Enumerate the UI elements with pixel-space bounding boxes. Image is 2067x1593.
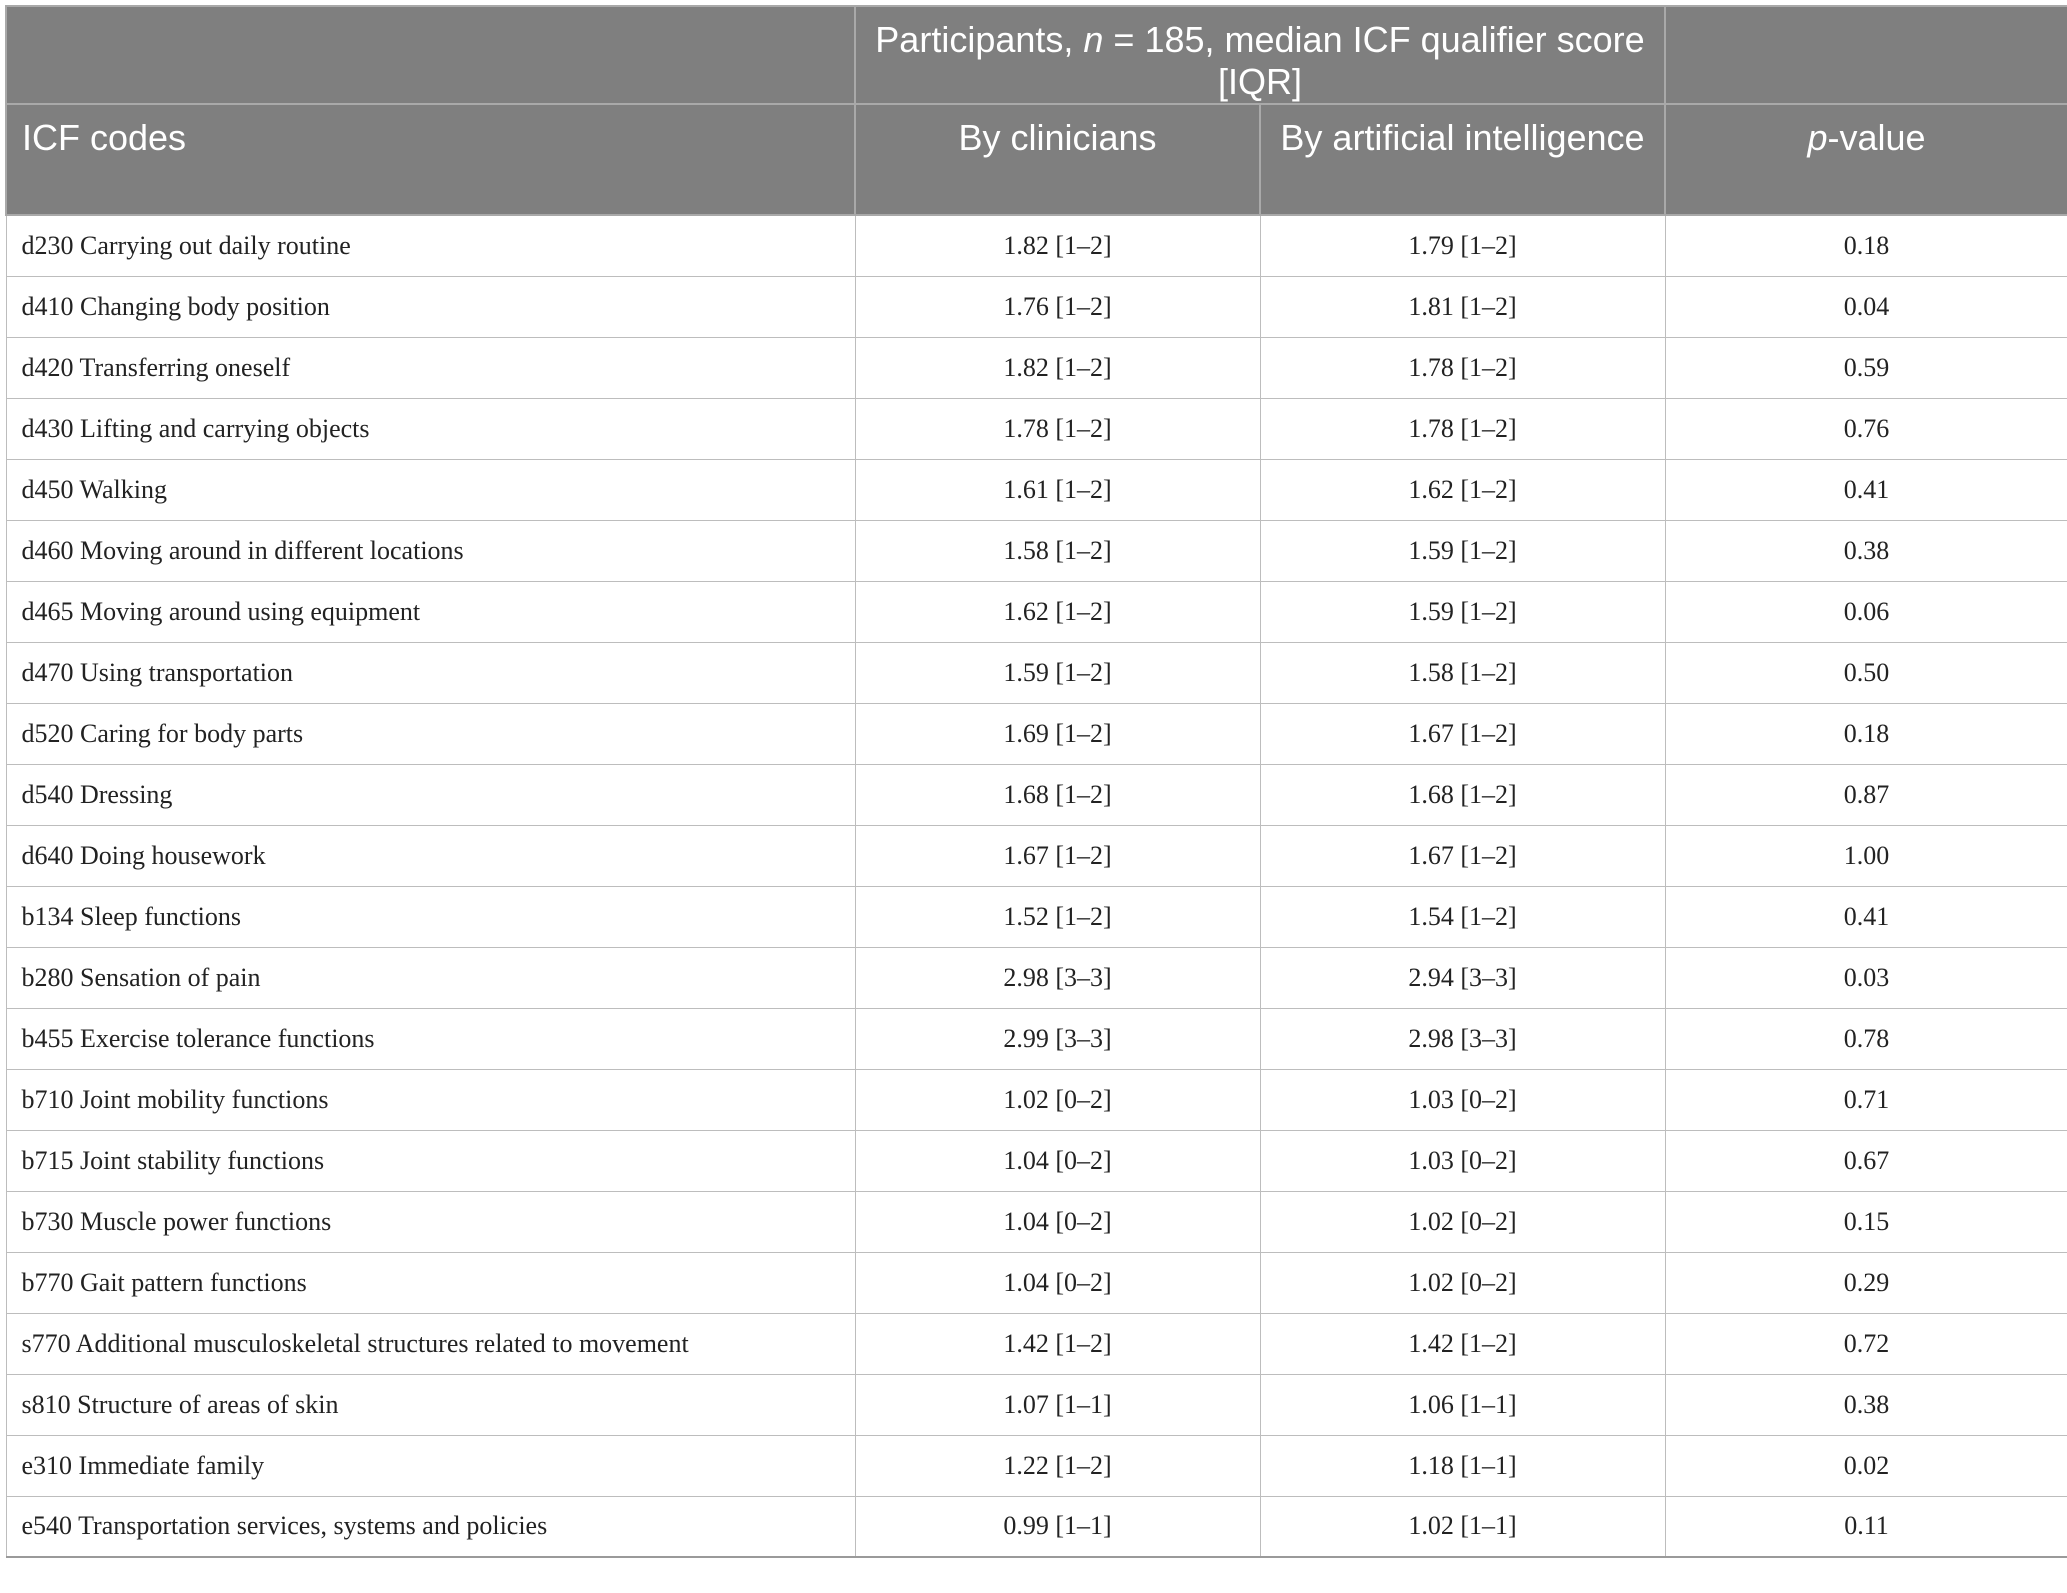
- ai-score-cell: 1.58 [1–2]: [1260, 642, 1665, 703]
- clinicians-score-cell: 0.99 [1–1]: [855, 1496, 1260, 1557]
- clinicians-score-cell: 1.52 [1–2]: [855, 886, 1260, 947]
- table-row: [6, 886, 2067, 947]
- ai-score-cell: 1.67 [1–2]: [1260, 825, 1665, 886]
- table-row: [6, 1313, 2067, 1374]
- header-empty-cell: [1665, 6, 2067, 104]
- p-value-cell: 0.38: [1665, 1374, 2067, 1435]
- p-value-cell: 0.76: [1665, 398, 2067, 459]
- ai-score-cell: 1.02 [0–2]: [1260, 1252, 1665, 1313]
- table-row: [6, 459, 2067, 520]
- p-value-cell: 0.38: [1665, 520, 2067, 581]
- p-value-cell: 0.72: [1665, 1313, 2067, 1374]
- table-row: [6, 1069, 2067, 1130]
- group-prefix: Participants,: [875, 19, 1084, 60]
- icf-code-cell: d420 Transferring oneself: [6, 337, 855, 398]
- ai-score-cell: 1.79 [1–2]: [1260, 215, 1665, 276]
- p-value-cell: 0.87: [1665, 764, 2067, 825]
- ai-score-cell: 1.02 [1–1]: [1260, 1496, 1665, 1557]
- table-row: [6, 1191, 2067, 1252]
- table-row: [6, 764, 2067, 825]
- icf-code-cell: d470 Using transportation: [6, 642, 855, 703]
- clinicians-score-cell: 1.58 [1–2]: [855, 520, 1260, 581]
- ai-score-cell: 1.03 [0–2]: [1260, 1069, 1665, 1130]
- table-row: [6, 276, 2067, 337]
- icf-code-cell: b710 Joint mobility functions: [6, 1069, 855, 1130]
- icf-code-cell: d450 Walking: [6, 459, 855, 520]
- table-row: [6, 1374, 2067, 1435]
- table-row: [6, 642, 2067, 703]
- ai-score-cell: 1.03 [0–2]: [1260, 1130, 1665, 1191]
- icf-code-cell: d460 Moving around in different locations: [6, 520, 855, 581]
- icf-code-cell: b134 Sleep functions: [6, 886, 855, 947]
- p-value-cell: 0.41: [1665, 886, 2067, 947]
- clinicians-score-cell: 1.42 [1–2]: [855, 1313, 1260, 1374]
- clinicians-score-cell: 1.04 [0–2]: [855, 1191, 1260, 1252]
- clinicians-score-cell: 1.61 [1–2]: [855, 459, 1260, 520]
- p-value-cell: 0.59: [1665, 337, 2067, 398]
- header-empty-cell: [6, 6, 855, 104]
- table-row: [6, 1130, 2067, 1191]
- ai-score-cell: 1.18 [1–1]: [1260, 1435, 1665, 1496]
- ai-score-cell: 1.78 [1–2]: [1260, 337, 1665, 398]
- clinicians-score-cell: 1.59 [1–2]: [855, 642, 1260, 703]
- table-row: [6, 1496, 2067, 1557]
- ai-score-cell: 1.06 [1–1]: [1260, 1374, 1665, 1435]
- clinicians-score-cell: 2.98 [3–3]: [855, 947, 1260, 1008]
- table-row: [6, 1008, 2067, 1069]
- p-value-cell: 0.18: [1665, 703, 2067, 764]
- p-value-cell: 0.18: [1665, 215, 2067, 276]
- table-row: [6, 337, 2067, 398]
- p-value-cell: 0.04: [1665, 276, 2067, 337]
- header-row-group: [6, 6, 2067, 104]
- ai-score-cell: 1.62 [1–2]: [1260, 459, 1665, 520]
- clinicians-score-cell: 1.22 [1–2]: [855, 1435, 1260, 1496]
- icf-code-cell: e310 Immediate family: [6, 1435, 855, 1496]
- ai-score-cell: 2.98 [3–3]: [1260, 1008, 1665, 1069]
- icf-code-cell: d520 Caring for body parts: [6, 703, 855, 764]
- table-row: [6, 398, 2067, 459]
- table-row: [6, 215, 2067, 276]
- icf-code-cell: b715 Joint stability functions: [6, 1130, 855, 1191]
- icf-code-cell: e540 Transportation services, systems and policies: [6, 1496, 855, 1557]
- header-row-columns: [6, 104, 2067, 215]
- ai-score-cell: 1.54 [1–2]: [1260, 886, 1665, 947]
- icf-code-cell: s810 Structure of areas of skin: [6, 1374, 855, 1435]
- clinicians-score-cell: 1.68 [1–2]: [855, 764, 1260, 825]
- clinicians-score-cell: 1.02 [0–2]: [855, 1069, 1260, 1130]
- p-symbol: p: [1807, 117, 1828, 158]
- table-body: [6, 215, 2067, 1557]
- clinicians-score-cell: 1.82 [1–2]: [855, 337, 1260, 398]
- p-value-cell: 0.29: [1665, 1252, 2067, 1313]
- table-row: [6, 1435, 2067, 1496]
- ai-score-cell: 1.67 [1–2]: [1260, 703, 1665, 764]
- icf-code-cell: b280 Sensation of pain: [6, 947, 855, 1008]
- p-value-cell: 0.78: [1665, 1008, 2067, 1069]
- table-row: [6, 703, 2067, 764]
- clinicians-score-cell: 1.76 [1–2]: [855, 276, 1260, 337]
- icf-code-cell: d465 Moving around using equipment: [6, 581, 855, 642]
- icf-code-cell: d430 Lifting and carrying objects: [6, 398, 855, 459]
- icf-code-cell: b730 Muscle power functions: [6, 1191, 855, 1252]
- table-row: [6, 520, 2067, 581]
- header-p-value: [1665, 104, 2067, 215]
- p-value-cell: 1.00: [1665, 825, 2067, 886]
- icf-code-cell: d230 Carrying out daily routine: [6, 215, 855, 276]
- table-row: [6, 1252, 2067, 1313]
- p-value-cell: 0.67: [1665, 1130, 2067, 1191]
- clinicians-score-cell: 1.62 [1–2]: [855, 581, 1260, 642]
- p-value-cell: 0.11: [1665, 1496, 2067, 1557]
- icf-code-cell: b770 Gait pattern functions: [6, 1252, 855, 1313]
- header-participants-group: [855, 6, 1665, 104]
- clinicians-score-cell: 1.07 [1–1]: [855, 1374, 1260, 1435]
- p-value-cell: 0.15: [1665, 1191, 2067, 1252]
- ai-score-cell: 1.42 [1–2]: [1260, 1313, 1665, 1374]
- group-n-symbol: n: [1083, 19, 1104, 60]
- p-value-cell: 0.41: [1665, 459, 2067, 520]
- p-value-cell: 0.71: [1665, 1069, 2067, 1130]
- icf-code-cell: d540 Dressing: [6, 764, 855, 825]
- ai-score-cell: 1.02 [0–2]: [1260, 1191, 1665, 1252]
- header-by-clinicians: By clinicians: [855, 104, 1260, 215]
- clinicians-score-cell: 1.67 [1–2]: [855, 825, 1260, 886]
- group-suffix: = 185, median ICF qualifier score [IQR]: [1103, 19, 1645, 102]
- clinicians-score-cell: 1.04 [0–2]: [855, 1130, 1260, 1191]
- table-row: [6, 581, 2067, 642]
- icf-code-cell: s770 Additional musculoskeletal structures related to movement: [6, 1313, 855, 1374]
- clinicians-score-cell: 2.99 [3–3]: [855, 1008, 1260, 1069]
- icf-code-cell: b455 Exercise tolerance functions: [6, 1008, 855, 1069]
- ai-score-cell: 1.81 [1–2]: [1260, 276, 1665, 337]
- table-row: [6, 947, 2067, 1008]
- clinicians-score-cell: 1.78 [1–2]: [855, 398, 1260, 459]
- icf-code-cell: d640 Doing housework: [6, 825, 855, 886]
- ai-score-cell: 1.78 [1–2]: [1260, 398, 1665, 459]
- ai-score-cell: 2.94 [3–3]: [1260, 947, 1665, 1008]
- ai-score-cell: 1.59 [1–2]: [1260, 520, 1665, 581]
- p-value-cell: 0.03: [1665, 947, 2067, 1008]
- p-value-cell: 0.02: [1665, 1435, 2067, 1496]
- p-value-cell: 0.50: [1665, 642, 2067, 703]
- ai-score-cell: 1.68 [1–2]: [1260, 764, 1665, 825]
- header-by-ai: By artificial intelligence: [1260, 104, 1665, 215]
- clinicians-score-cell: 1.04 [0–2]: [855, 1252, 1260, 1313]
- p-value-cell: 0.06: [1665, 581, 2067, 642]
- p-suffix: -value: [1827, 117, 1926, 158]
- table-row: [6, 825, 2067, 886]
- icf-code-cell: d410 Changing body position: [6, 276, 855, 337]
- clinicians-score-cell: 1.82 [1–2]: [855, 215, 1260, 276]
- icf-qualifier-table: [5, 5, 2067, 1558]
- header-icf-codes: ICF codes: [6, 104, 855, 215]
- clinicians-score-cell: 1.69 [1–2]: [855, 703, 1260, 764]
- ai-score-cell: 1.59 [1–2]: [1260, 581, 1665, 642]
- table-header: [6, 6, 2067, 215]
